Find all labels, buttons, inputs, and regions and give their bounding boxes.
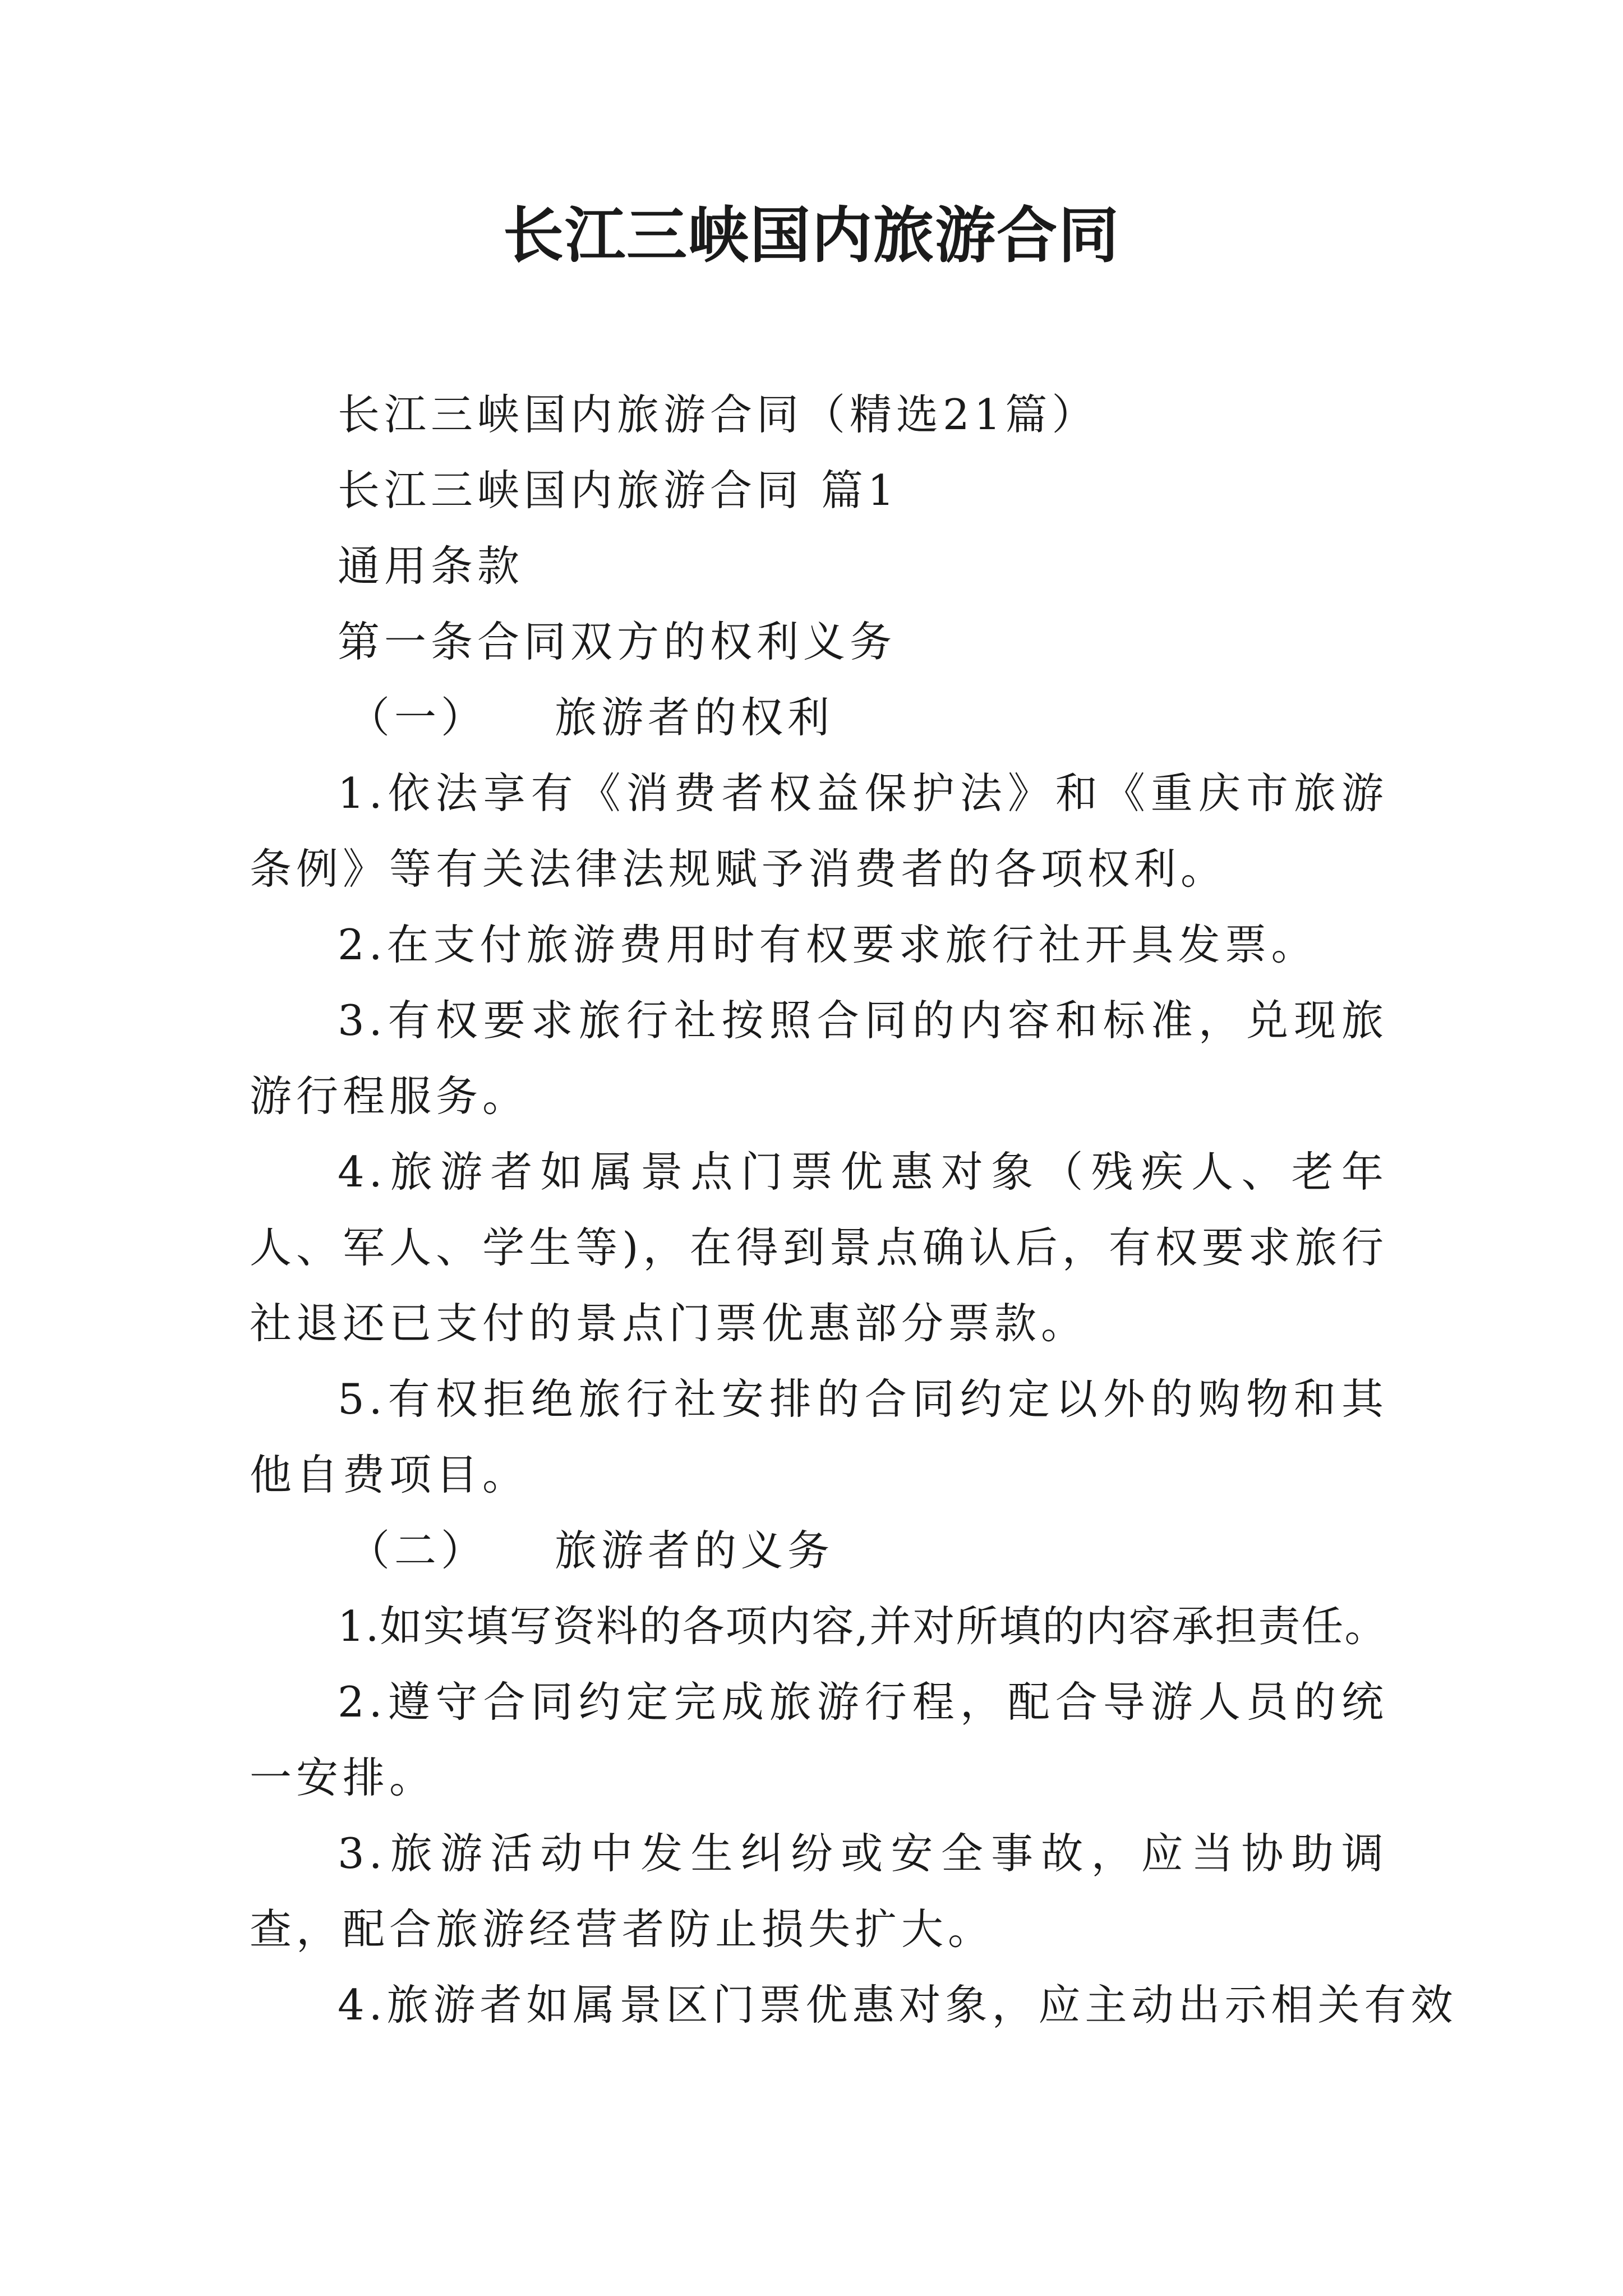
section-one-heading [250, 680, 1388, 756]
section-two-title: 旅游者的义务 [555, 1526, 834, 1575]
section-one-title: 旅游者的权利 [555, 693, 834, 742]
section-two-number: （二） [348, 1526, 488, 1575]
clause-one-heading: 第一条合同双方的权利义务 [338, 617, 897, 666]
general-terms-heading: 通用条款 [338, 541, 524, 591]
obligation-item-4: 4.旅游者如属景区门票优惠对象，应主动出示相关有效 [338, 1980, 1458, 2030]
section-one-number: （一） [348, 693, 488, 742]
right-item-5: 5.有权拒绝旅行社安排的合同约定以外的购物和其他自费项目。 [250, 1374, 1388, 1499]
right-item-1: 1.依法享有《消费者权益保护法》和《重庆市旅游条例》等有关法律法规赋予消费者的各项权利。 [250, 769, 1388, 894]
article-heading: 长江三峡国内旅游合同 篇1 [338, 466, 899, 515]
right-item-2: 2.在支付旅游费用时有权要求旅行社开具发票。 [338, 920, 1318, 969]
obligation-item-3: 3.旅游活动中发生纠纷或安全事故，应当协助调查，配合旅游经营者防止损失扩大。 [250, 1829, 1388, 1954]
section-two-heading [250, 1513, 1388, 1589]
obligation-item-2: 2.遵守合同约定完成旅游行程，配合导游人员的统一安排。 [250, 1677, 1388, 1802]
page-title: 长江三峡国内旅游合同 [502, 200, 1120, 271]
document-subtitle: 长江三峡国内旅游合同（精选21篇） [338, 390, 1099, 439]
right-item-4: 4.旅游者如属景点门票优惠对象（残疾人、老年人、军人、学生等)，在得到景点确认后，有权要求旅行社退还已支付的景点门票优惠部分票款。 [250, 1147, 1388, 1348]
obligation-item-1: 1.如实填写资料的各项内容,并对所填的内容承担责任。 [338, 1602, 1388, 1651]
right-item-3: 3.有权要求旅行社按照合同的内容和标准，兑现旅游行程服务。 [250, 996, 1388, 1121]
